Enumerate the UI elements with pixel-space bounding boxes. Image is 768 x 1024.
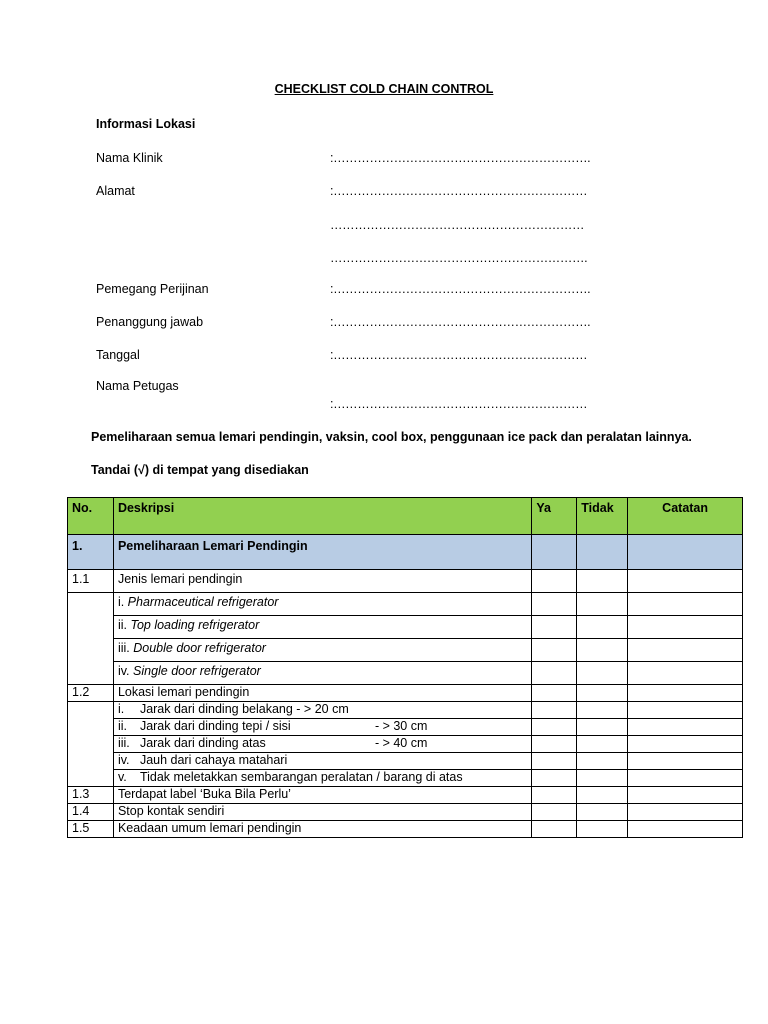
- cell-catatan[interactable]: [628, 719, 743, 736]
- item-text: Double door refrigerator: [133, 641, 266, 655]
- cell-catatan[interactable]: [628, 593, 743, 616]
- cell-tidak[interactable]: [577, 616, 628, 639]
- table-row: [68, 702, 743, 719]
- item-number: ii.: [117, 618, 127, 632]
- row-no: 1.2: [68, 685, 114, 702]
- table-row: [68, 719, 743, 736]
- row-no: 1.1: [68, 570, 114, 593]
- cell-catatan[interactable]: [628, 787, 743, 804]
- cell-ya[interactable]: [532, 736, 577, 753]
- cell-catatan[interactable]: [628, 685, 743, 702]
- field-dots-nama-petugas[interactable]: :………………………………………………………: [330, 397, 588, 411]
- table-row: [68, 753, 743, 770]
- cell-tidak[interactable]: [577, 535, 628, 570]
- cell-tidak[interactable]: [577, 662, 628, 685]
- row-desc: [113, 662, 531, 685]
- cell-catatan[interactable]: [628, 616, 743, 639]
- cell-catatan[interactable]: [628, 662, 743, 685]
- field-dots-alamat-2[interactable]: ………………………………………………………: [330, 218, 585, 232]
- item-extra: - > 30 cm: [374, 719, 428, 733]
- field-dots-alamat-3[interactable]: ……………………………………………………….: [330, 251, 588, 265]
- cell-ya[interactable]: [532, 804, 577, 821]
- row-desc: [113, 736, 531, 753]
- row-desc: [113, 702, 531, 719]
- item-number: iv.: [117, 753, 130, 767]
- cell-ya[interactable]: [532, 570, 577, 593]
- cell-ya[interactable]: [532, 535, 577, 570]
- cell-ya[interactable]: [532, 787, 577, 804]
- row-no: 1.4: [68, 804, 114, 821]
- row-no-empty: [68, 770, 114, 787]
- item-text: Pharmaceutical refrigerator: [127, 595, 279, 609]
- cell-tidak[interactable]: [577, 736, 628, 753]
- row-no-empty: [68, 639, 114, 662]
- cell-catatan[interactable]: [628, 804, 743, 821]
- row-desc: [113, 753, 531, 770]
- info-heading: Informasi Lokasi: [96, 117, 196, 131]
- row-desc: Lokasi lemari pendingin: [113, 685, 531, 702]
- table-row: [68, 736, 743, 753]
- header-tidak: Tidak: [577, 498, 628, 535]
- row-desc: [113, 719, 531, 736]
- header-ya: Ya: [532, 498, 577, 535]
- cell-tidak[interactable]: [577, 787, 628, 804]
- item-extra: - > 40 cm: [374, 736, 428, 750]
- row-no-empty: [68, 702, 114, 719]
- item-number: i.: [117, 595, 125, 609]
- item-text: Top loading refrigerator: [130, 618, 260, 632]
- cell-catatan[interactable]: [628, 770, 743, 787]
- cell-ya[interactable]: [532, 821, 577, 838]
- instruction-maintenance: Pemeliharaan semua lemari pendingin, vaksin, cool box, penggunaan ice pack dan peralatan lainnya.: [91, 430, 692, 444]
- row-desc: Terdapat label ‘Buka Bila Perlu’: [113, 787, 531, 804]
- item-text: Jarak dari dinding atas: [139, 736, 266, 750]
- table-row: [68, 804, 743, 821]
- table-row: [68, 821, 743, 838]
- cell-tidak[interactable]: [577, 570, 628, 593]
- cell-tidak[interactable]: [577, 702, 628, 719]
- cell-tidak[interactable]: [577, 821, 628, 838]
- item-text: Single door refrigerator: [133, 664, 261, 678]
- row-no: 1.5: [68, 821, 114, 838]
- item-text: Jauh dari cahaya matahari: [139, 753, 288, 767]
- field-dots-alamat-1[interactable]: :………………………………………………………: [330, 184, 588, 198]
- cell-ya[interactable]: [532, 753, 577, 770]
- field-label-tanggal: Tanggal: [96, 348, 140, 362]
- cell-catatan[interactable]: [628, 535, 743, 570]
- document-title: CHECKLIST COLD CHAIN CONTROL: [274, 82, 494, 96]
- cell-ya[interactable]: [532, 702, 577, 719]
- cell-tidak[interactable]: [577, 804, 628, 821]
- field-label-alamat: Alamat: [96, 184, 135, 198]
- field-label-penanggung-jawab: Penanggung jawab: [96, 315, 204, 329]
- row-no-empty: [68, 593, 114, 616]
- cell-ya[interactable]: [532, 616, 577, 639]
- item-number: iii.: [117, 641, 130, 655]
- item-text: Tidak meletakkan sembarangan peralatan / barang di atas: [139, 770, 463, 784]
- item-text: Jarak dari dinding tepi / sisi: [139, 719, 291, 733]
- table-row: [68, 593, 743, 616]
- cell-ya[interactable]: [532, 719, 577, 736]
- cell-catatan[interactable]: [628, 702, 743, 719]
- row-no-empty: [68, 719, 114, 736]
- field-label-nama-klinik: Nama Klinik: [96, 151, 163, 165]
- row-no-empty: [68, 753, 114, 770]
- row-desc: Jenis lemari pendingin: [113, 570, 531, 593]
- header-deskripsi: Deskripsi: [113, 498, 531, 535]
- row-no-empty: [68, 736, 114, 753]
- table-row: [68, 616, 743, 639]
- row-desc: Keadaan umum lemari pendingin: [113, 821, 531, 838]
- cell-catatan[interactable]: [628, 753, 743, 770]
- row-desc: Stop kontak sendiri: [113, 804, 531, 821]
- field-dots-tanggal[interactable]: :………………………………………………………: [330, 348, 588, 362]
- section-row: [68, 535, 743, 570]
- header-no: No.: [68, 498, 114, 535]
- cell-catatan[interactable]: [628, 639, 743, 662]
- cell-tidak[interactable]: [577, 753, 628, 770]
- row-desc: [113, 639, 531, 662]
- item-number: iii.: [117, 736, 130, 750]
- header-catatan: Catatan: [628, 498, 743, 535]
- row-desc: [113, 616, 531, 639]
- cell-tidak[interactable]: [577, 770, 628, 787]
- cell-ya[interactable]: [532, 685, 577, 702]
- item-text: Jarak dari dinding belakang - > 20 cm: [139, 702, 349, 716]
- table-row: [68, 639, 743, 662]
- item-number: iv.: [117, 664, 130, 678]
- cell-tidak[interactable]: [577, 685, 628, 702]
- table-row: [68, 570, 743, 593]
- cell-ya[interactable]: [532, 662, 577, 685]
- row-desc: [113, 593, 531, 616]
- field-dots-penanggung-jawab[interactable]: :……………………………………………………….: [330, 315, 591, 329]
- cell-catatan[interactable]: [628, 570, 743, 593]
- table-row: [68, 662, 743, 685]
- cell-catatan[interactable]: [628, 821, 743, 838]
- checklist-table: [67, 497, 743, 838]
- cell-tidak[interactable]: [577, 639, 628, 662]
- field-label-pemegang-perijinan: Pemegang Perijinan: [96, 282, 209, 296]
- section-title: Pemeliharaan Lemari Pendingin: [113, 535, 531, 570]
- section-no: 1.: [68, 535, 114, 570]
- instruction-mark: Tandai (√) di tempat yang disediakan: [91, 463, 309, 477]
- table-header-row: [68, 498, 743, 535]
- table-row: [68, 787, 743, 804]
- row-no-empty: [68, 616, 114, 639]
- table-row: [68, 770, 743, 787]
- item-number: ii.: [117, 719, 127, 733]
- cell-ya[interactable]: [532, 639, 577, 662]
- item-number: v.: [117, 770, 127, 784]
- row-no-empty: [68, 662, 114, 685]
- cell-ya[interactable]: [532, 770, 577, 787]
- field-dots-pemegang-perijinan[interactable]: :……………………………………………………….: [330, 282, 591, 296]
- field-label-nama-petugas: Nama Petugas: [96, 379, 179, 393]
- row-desc: [113, 770, 531, 787]
- table-row: [68, 685, 743, 702]
- cell-catatan[interactable]: [628, 736, 743, 753]
- field-dots-nama-klinik[interactable]: :……………………………………………………….: [330, 151, 591, 165]
- cell-ya[interactable]: [532, 593, 577, 616]
- row-no: 1.3: [68, 787, 114, 804]
- cell-tidak[interactable]: [577, 593, 628, 616]
- cell-tidak[interactable]: [577, 719, 628, 736]
- item-number: i.: [117, 702, 125, 716]
